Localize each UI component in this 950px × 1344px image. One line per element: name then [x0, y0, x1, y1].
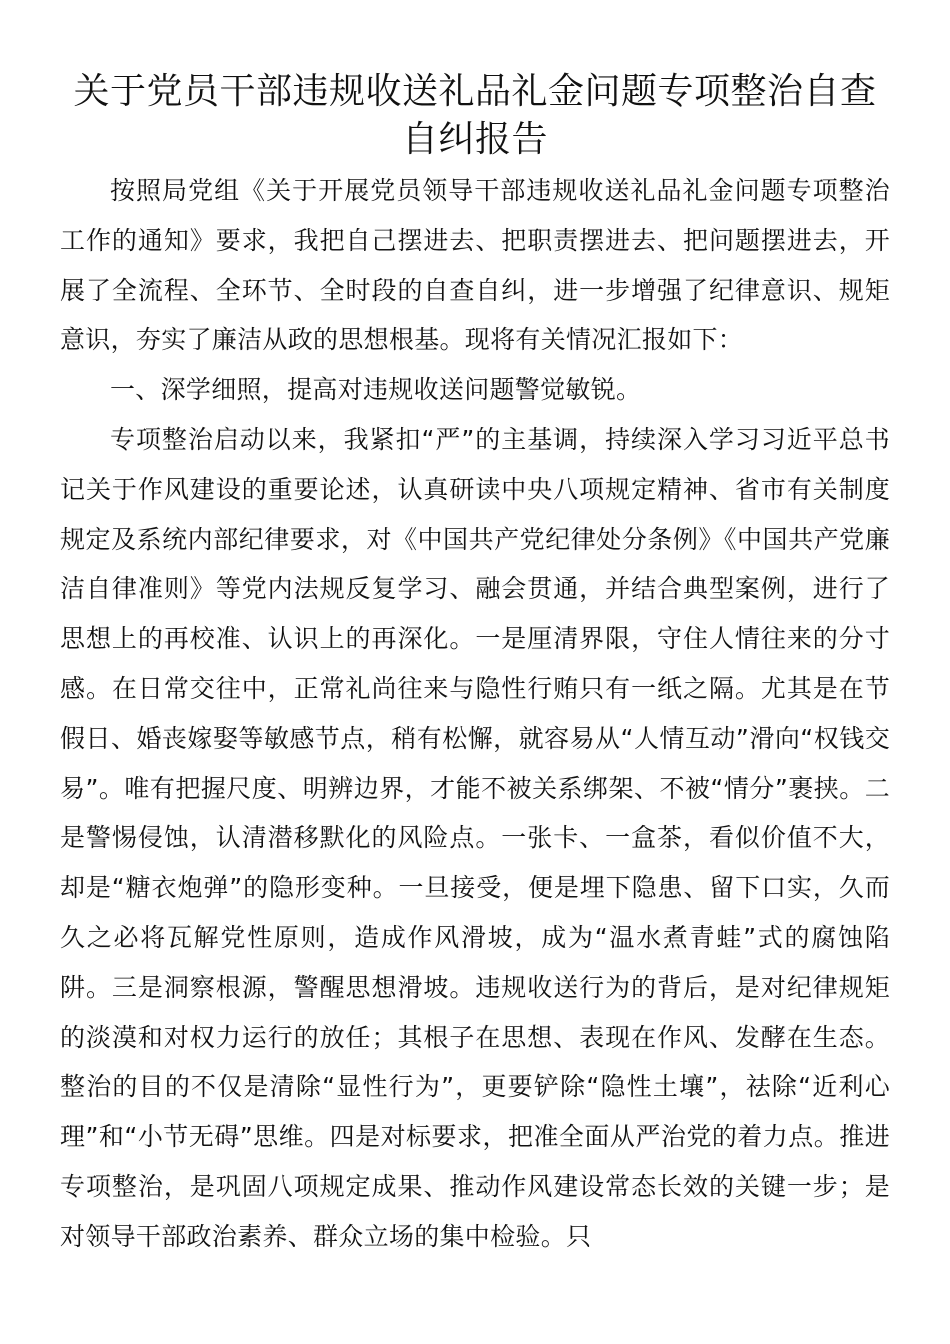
paragraph-section-1: 专项整治启动以来，我紧扣“严”的主基调，持续深入学习习近平总书记关于作风建设的重要论述，认真研读中央八项规定精神、省市有关制度规定及系统内部纪律要求，对《中国共产党纪律处分条例》《中国共产党廉洁自律准则》等党内法规反复学习、融会贯通，并结合典型案例，进行了思想上的再校准、认识上的再深化。一是厘清界限，守住人情往来的分寸感。在日常交往中，正常礼尚往来与隐性行贿只有一纸之隔。尤其是在节假日、婚丧嫁娶等敏感节点，稍有松懈，就容易从“人情互动”滑向“权钱交易”。唯有把握尺度、明辨边界，才能不被关系绑架、不被“情分”裹挟。二是警惕侵蚀，认清潜移默化的风险点。一张卡、一盒茶，看似价值不大，却是“糖衣炮弹”的隐形变种。一旦接受，便是埋下隐患、留下口实，久而久之必将瓦解党性原则，造成作风滑坡，成为“温水煮青蛙”式的腐蚀陷阱。三是洞察根源，警醒思想滑坡。违规收送行为的背后，是对纪律规矩的淡漠和对权力运行的放任；其根子在思想、表现在作风、发酵在生态。整治的目的不仅是清除“显性行为”，更要铲除“隐性土壤”，祛除“近利心理”和“小节无碍”思维。四是对标要求，把准全面从严治党的着力点。推进专项整治，是巩固八项规定成果、推动作风建设常态长效的关键一步；是对领导干部政治素养、群众立场的集中检验。只	[60, 424, 890, 1251]
section-heading-1: 一、深学细照，提高对违规收送问题警觉敏锐。	[110, 375, 642, 405]
paragraph-intro: 按照局党组《关于开展党员领导干部违规收送礼品礼金问题专项整治工作的通知》要求，我把自己摆进去、把职责摆进去、把问题摆进去，开展了全流程、全环节、全时段的自查自纠，进一步增强了纪律意识、规矩意识，夯实了廉洁从政的思想根基。现将有关情况汇报如下：	[60, 176, 890, 355]
document-title: 关于党员干部违规收送礼品礼金问题专项整治自查自纠报告	[73, 71, 877, 160]
document-body	[60, 166, 890, 1262]
